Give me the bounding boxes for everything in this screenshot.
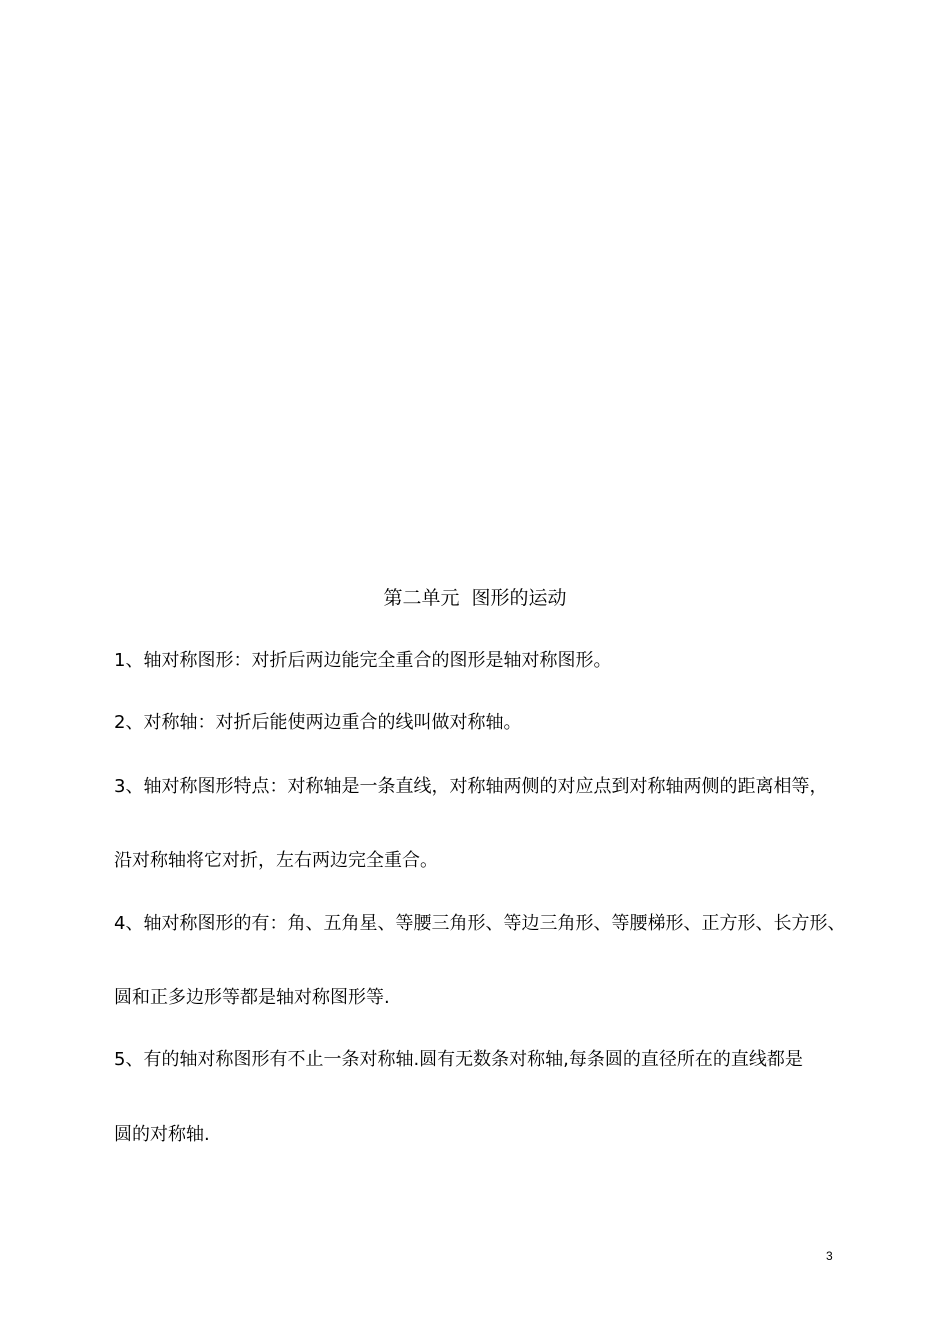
- item-1-line-1: 1、轴对称图形：对折后两边能完全重合的图形是轴对称图形。: [114, 650, 612, 671]
- item-3-line-1: 3、轴对称图形特点：对称轴是一条直线，对称轴两侧的对应点到对称轴两侧的距离相等，: [114, 776, 828, 797]
- section-title: 第二单元 图形的运动: [383, 587, 567, 609]
- item-2-line-1: 2、对称轴：对折后能使两边重合的线叫做对称轴。: [114, 712, 522, 733]
- item-3-line-2: 沿对称轴将它对折，左右两边完全重合。: [114, 850, 438, 871]
- item-4-line-2: 圆和正多边形等都是轴对称图形等.: [114, 987, 390, 1008]
- page-number: 3: [826, 1249, 833, 1263]
- item-5-line-2: 圆的对称轴.: [114, 1124, 210, 1145]
- item-5-line-1: 5、有的轴对称图形有不止一条对称轴.圆有无数条对称轴,每条圆的直径所在的直线都是: [114, 1049, 803, 1070]
- item-4-line-1: 4、轴对称图形的有：角、五角星、等腰三角形、等边三角形、等腰梯形、正方形、长方形、: [114, 913, 846, 934]
